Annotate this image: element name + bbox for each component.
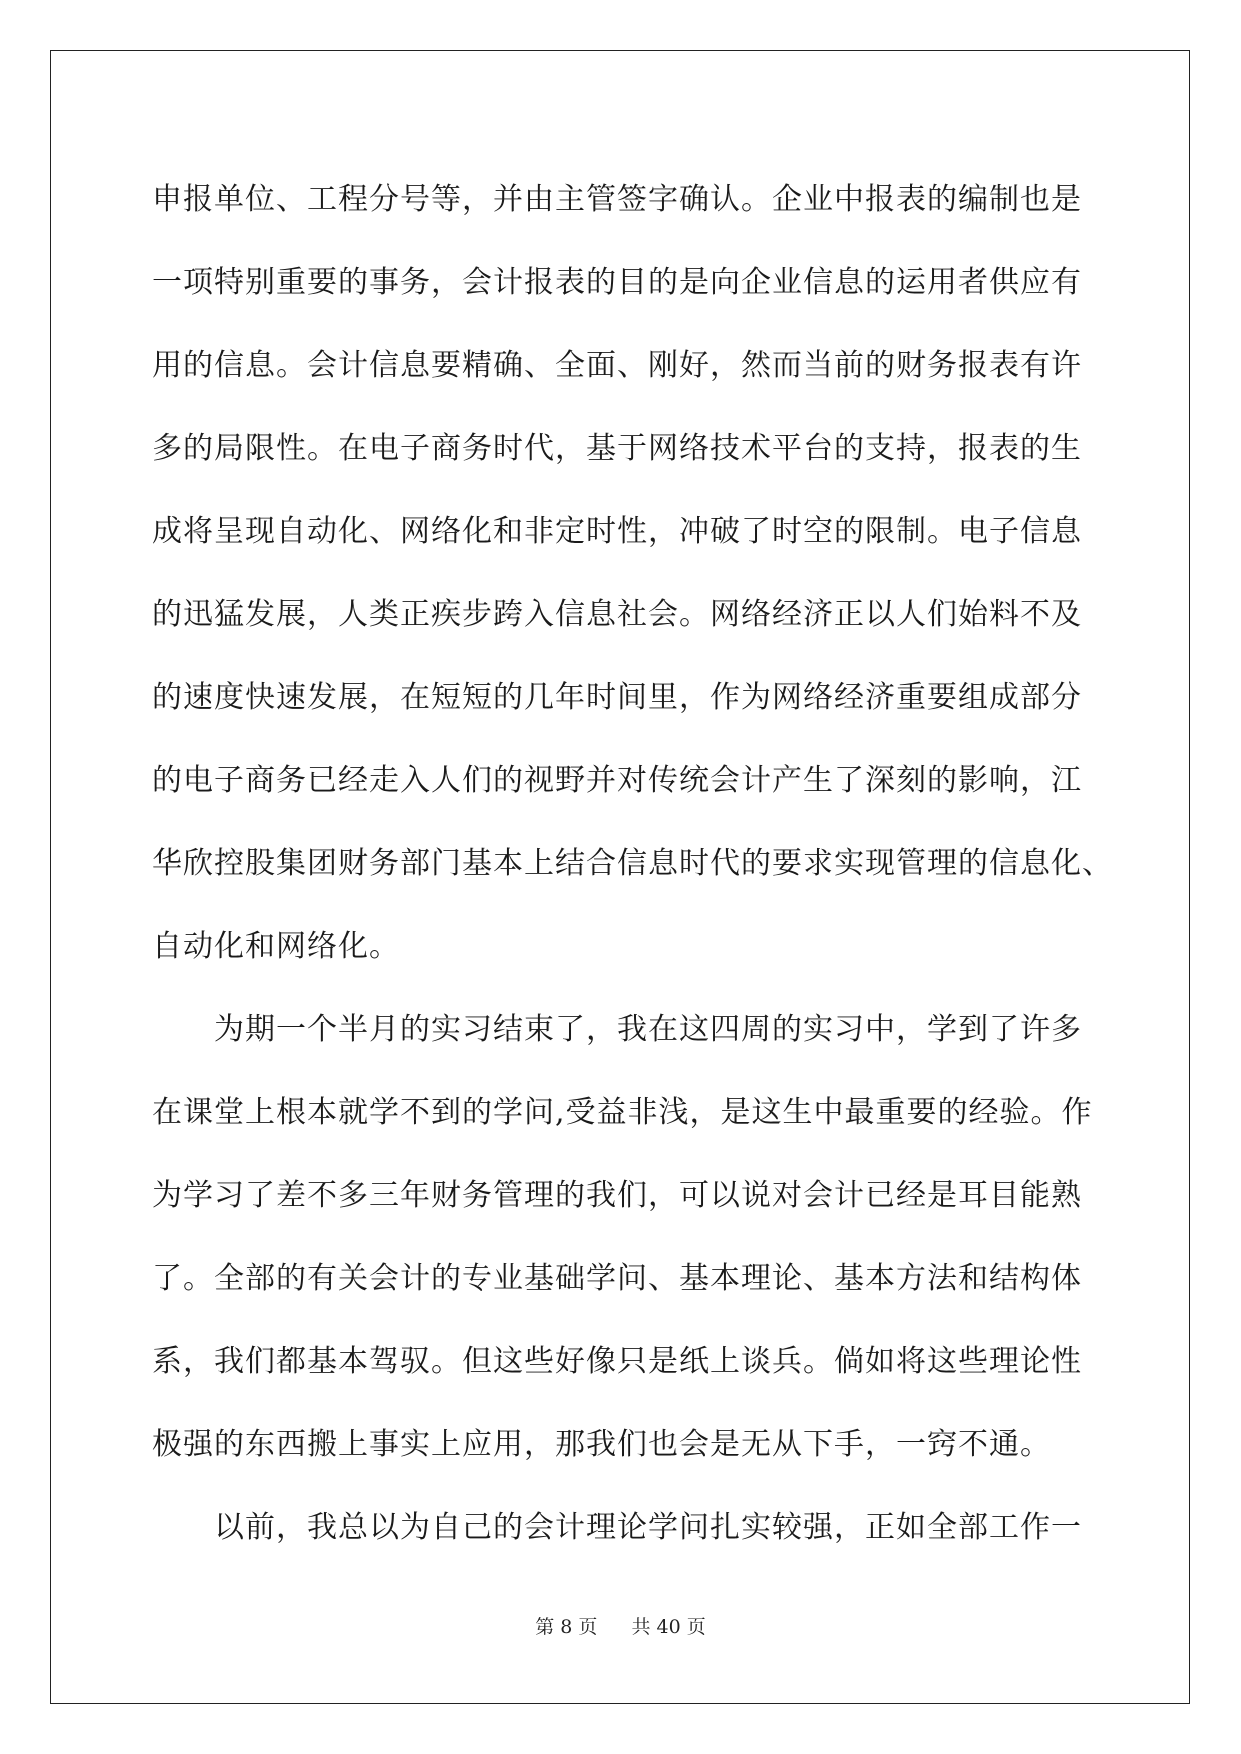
text-line: 成将呈现自动化、网络化和非定时性，冲破了时空的限制。电子信息: [152, 514, 1082, 549]
text-line: 系，我们都基本驾驭。但这些好像只是纸上谈兵。倘如将这些理论性: [152, 1344, 1082, 1379]
page-footer: [0, 1612, 1241, 1639]
page-number: 第 8 页: [535, 1616, 598, 1638]
text-line: 申报单位、工程分号等，并由主管签字确认。企业中报表的编制也是: [152, 182, 1082, 217]
text-line: 的速度快速发展，在短短的几年时间里，作为网络经济重要组成部分: [152, 680, 1082, 715]
paragraph-start-line: 以前，我总以为自己的会计理论学问扎实较强，正如全部工作一: [214, 1510, 1082, 1545]
paragraph-start-line: 为期一个半月的实习结束了，我在这四周的实习中，学到了许多: [214, 1012, 1082, 1047]
text-line: 的电子商务已经走入人们的视野并对传统会计产生了深刻的影响，江: [152, 763, 1082, 798]
text-line: 为学习了差不多三年财务管理的我们，可以说对会计已经是耳目能熟: [152, 1178, 1082, 1213]
text-line: 多的局限性。在电子商务时代，基于网络技术平台的支持，报表的生: [152, 431, 1082, 466]
text-line: 华欣控股集团财务部门基本上结合信息时代的要求实现管理的信息化、: [152, 846, 1113, 881]
text-line: 的迅猛发展，人类正疾步跨入信息社会。网络经济正以人们始料不及: [152, 597, 1082, 632]
text-line: 了。全部的有关会计的专业基础学问、基本理论、基本方法和结构体: [152, 1261, 1082, 1296]
text-line: 用的信息。会计信息要精确、全面、刚好，然而当前的财务报表有许: [152, 348, 1082, 383]
text-line: 一项特别重要的事务，会计报表的目的是向企业信息的运用者供应有: [152, 265, 1082, 300]
text-line: 在课堂上根本就学不到的学问,受益非浅，是这生中最重要的经验。作: [152, 1095, 1093, 1130]
document-body: [152, 158, 1113, 1569]
text-line: 自动化和网络化。: [152, 929, 400, 964]
text-line: 极强的东西搬上事实上应用，那我们也会是无从下手，一窍不通。: [152, 1427, 1051, 1462]
page-total: 共 40 页: [631, 1616, 706, 1638]
